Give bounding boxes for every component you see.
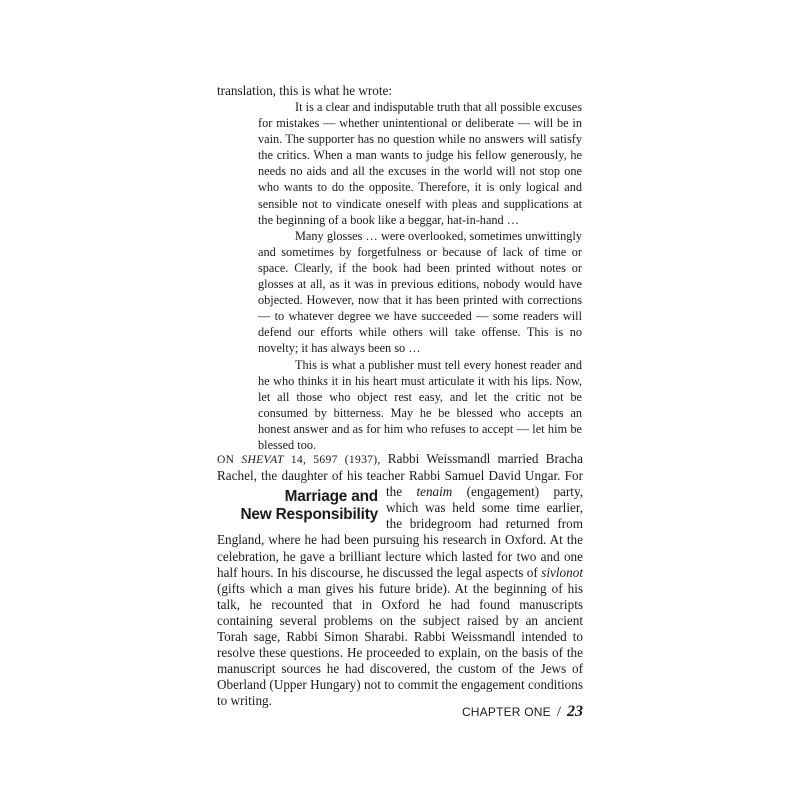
section-body <box>217 451 583 710</box>
body-text-3: (gifts which a man gives his future bride). At the beginning of his talk, he recounted that in Oxford he had found manuscripts containing several problems on the subject raised by an ancient Torah sage, Rabbi Simon Sharabi. Rabbi Weissmandl intended to resolve these questions. He proceeded to explain, on the basis of the manuscript sources he had discovered, the custom of the Jews of Oberland (Upper Hungary) not to commit the engagement conditions to writing. <box>217 580 583 709</box>
lead-on: ON <box>217 453 242 466</box>
intro-line: translation, this is what he wrote: <box>217 83 393 98</box>
body-text-1: Rabbi Weissmandl married Bracha Rachel, the daughter of his teacher Rabbi Samuel David Ungar. For the <box>217 451 583 500</box>
term-tenaim: tenaim <box>416 484 453 500</box>
page-number: 23 <box>567 703 583 720</box>
body-text-2: (engagement) party, which was held some time earlier, the bridegroom had returned from England, where he had been pursuing his research in Oxford. At the celebration, he gave a brilliant lecture which lasted for two and one half hours. In his discourse, he discussed the legal aspects of <box>217 484 583 580</box>
footer-separator: / <box>556 704 561 720</box>
section-heading-line-1: Marriage and <box>284 488 378 506</box>
chapter-label: CHAPTER ONE <box>461 705 551 719</box>
quote-paragraph-1: It is a clear and indisputable truth that all possible excuses for mistakes — whether unintentional or deliberate — will be in vain. The supporter has no question while no answers will satisfy the critics. When a man wants to judge his fellow generously, he needs no aids and all the excuses in the world will not stop one who wants to do the opposite. Therefore, it is only logical and sensible not to vindicate oneself with pleas and supplications at the beginning of a book like a beggar, hat-in-hand … <box>258 100 582 227</box>
page-footer <box>462 703 583 721</box>
section-heading <box>217 488 378 524</box>
section-heading-line-2: New Responsibility <box>240 506 378 524</box>
term-sivlonot: sivlonot <box>541 564 583 580</box>
section-paragraph <box>217 451 583 710</box>
block-quote <box>258 99 582 453</box>
lead-date: 14, 5697 (1937), <box>283 453 381 466</box>
lead-shevat: SHEVAT <box>241 453 284 466</box>
quote-paragraph-3: This is what a publisher must tell every honest reader and he who thinks it in his heart must articulate it with his lips. Now, let all those who object rest easy, and let the critic not be consumed by bitterness. May he be blessed who accepts an honest answer and as for him who refuses to accept — let him be blessed too. <box>258 357 582 452</box>
quote-paragraph-2: Many glosses … were overlooked, sometimes unwittingly and sometimes by forgetfulness or because of lack of time or space. Clearly, if the book had been printed without notes or glosses at all, as it was in previous editions, nobody would have objected. However, now that it has been printed with corrections — to whatever degree we have succeeded — some readers will defend our efforts while others will take offense. This is no novelty; it has always been so … <box>258 228 582 356</box>
